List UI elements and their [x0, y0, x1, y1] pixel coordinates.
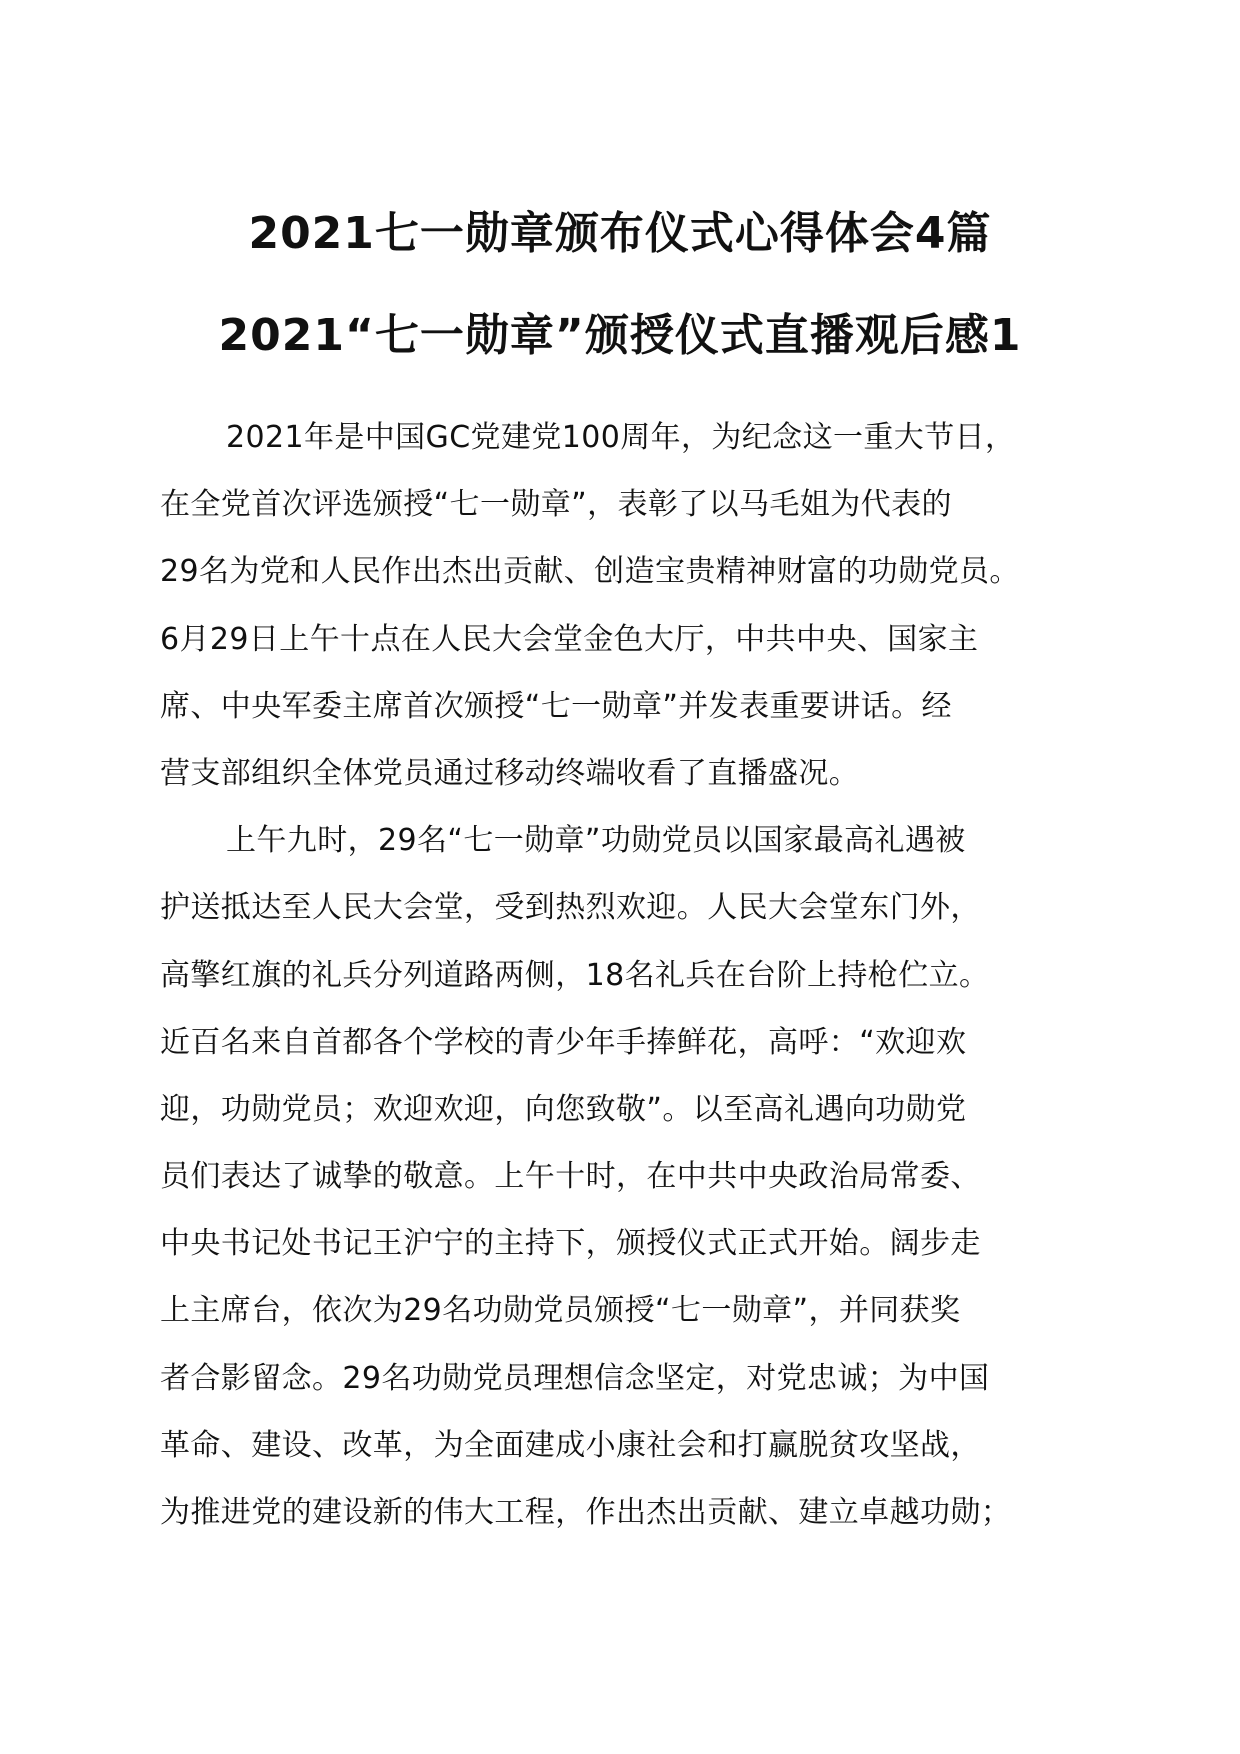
paragraph-2-line-6: 员们表达了诚挚的敬意。上午十时，在中共中央政治局常委、	[160, 1159, 981, 1195]
document-body	[160, 404, 1110, 1546]
paragraph-1-line-3: 29名为党和人民作出杰出贡献、创造宝贵精神财富的功勋党员。	[160, 554, 1020, 590]
paragraph-1-line-6: 营支部组织全体党员通过移动终端收看了直播盛况。	[160, 755, 860, 791]
paragraph-1-line-1: 2021年是中国GC党建党100周年，为纪念这一重大节日，	[226, 420, 1016, 455]
paragraph-1-line-5: 席、中央军委主席首次颁授“七一勋章”并发表重要讲话。经	[160, 688, 952, 724]
document-subtitle: 2021“七一勋章”颁授仪式直播观后感1	[218, 310, 1022, 361]
paragraph-1-line-2: 在全党首次评选颁授“七一勋章”，表彰了以马毛姐为代表的	[160, 487, 952, 523]
paragraph-2-line-3: 高擎红旗的礼兵分列道路两侧，18名礼兵在台阶上持枪伫立。	[160, 957, 990, 993]
document-title: 2021七一勋章颁布仪式心得体会4篇	[248, 208, 992, 259]
paragraph-1-line-4: 6月29日上午十点在人民大会堂金色大厅，中共中央、国家主	[160, 621, 979, 657]
paragraph-2-line-5: 迎，功勋党员；欢迎欢迎，向您致敬”。以至高礼遇向功勋党	[160, 1091, 967, 1127]
paragraph-2-line-2: 护送抵达至人民大会堂，受到热烈欢迎。人民大会堂东门外，	[160, 890, 981, 926]
paragraph-2-line-7: 中央书记处书记王沪宁的主持下，颁授仪式正式开始。阔步走	[160, 1226, 981, 1262]
paragraph-2-line-11: 为推进党的建设新的伟大工程，作出杰出贡献、建立卓越功勋；	[160, 1495, 1012, 1530]
paragraph-2-line-9: 者合影留念。29名功勋党员理想信念坚定，对党忠诚；为中国	[160, 1360, 990, 1396]
paragraph-2-line-1: 上午九时，29名“七一勋章”功勋党员以国家最高礼遇被	[226, 823, 966, 859]
paragraph-2-line-4: 近百名来自首都各个学校的青少年手捧鲜花，高呼：“欢迎欢	[160, 1024, 967, 1060]
paragraph-2-line-10: 革命、建设、改革，为全面建成小康社会和打赢脱贫攻坚战，	[160, 1427, 981, 1463]
paragraph-2-line-8: 上主席台，依次为29名功勋党员颁授“七一勋章”，并同获奖	[160, 1293, 961, 1329]
